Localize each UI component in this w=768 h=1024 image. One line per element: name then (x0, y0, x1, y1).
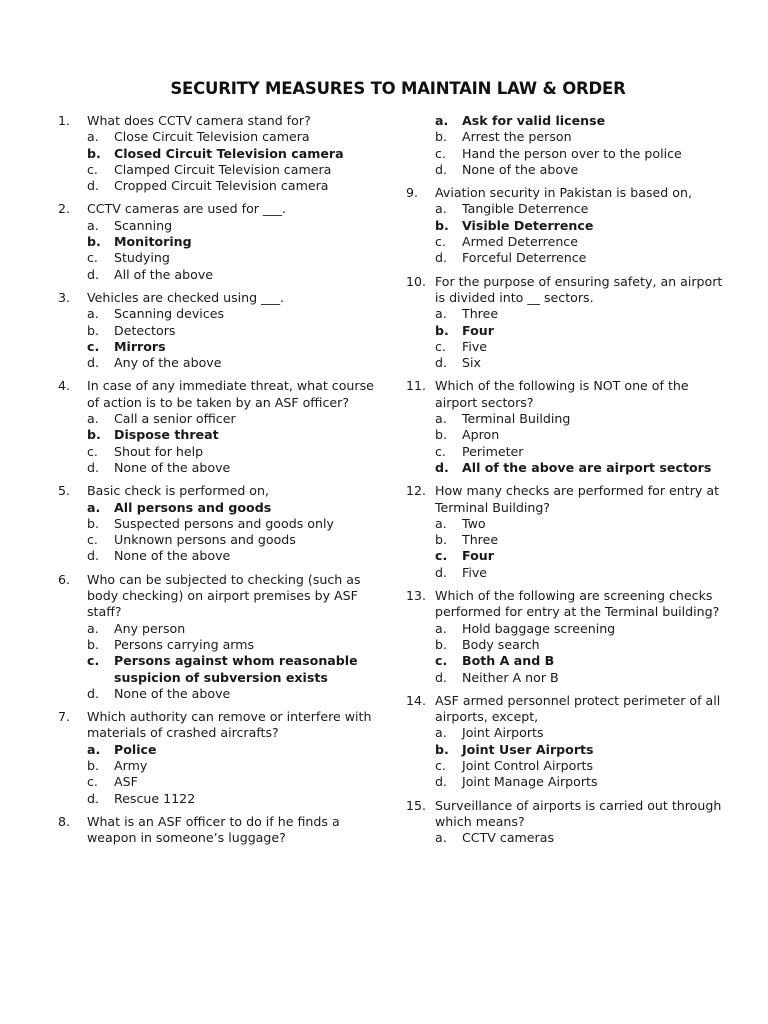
answer-option (87, 791, 378, 807)
option-text: Joint Control Airports (462, 757, 594, 773)
option-text: Six (462, 355, 481, 371)
question-block (58, 709, 378, 807)
question-text: Which of the following are screening checks performed for entry at the Terminal building? (435, 588, 720, 620)
option-letter: a. (87, 217, 99, 233)
question-number: 9. (406, 185, 419, 201)
answer-option-correct (87, 653, 378, 686)
answer-option (87, 516, 378, 532)
option-letter: b. (435, 217, 449, 233)
question-block (58, 290, 378, 371)
answer-option-correct (435, 653, 724, 669)
question-number: 6. (58, 571, 71, 587)
question-number: 11. (406, 378, 427, 394)
option-letter: b. (435, 129, 447, 145)
option-text: None of the above (462, 161, 579, 177)
question-text: What does CCTV camera stand for? (87, 113, 311, 128)
option-letter: b. (87, 427, 101, 443)
option-letter: a. (87, 129, 99, 145)
option-text: Forceful Deterrence (462, 250, 587, 266)
option-letter: d. (435, 669, 447, 685)
answer-option (435, 162, 724, 178)
question-row (406, 798, 724, 831)
answer-option (435, 516, 724, 532)
question-text: ASF armed personnel protect perimeter of all airports, except, (435, 692, 721, 725)
question-number: 4. (58, 378, 71, 394)
option-letter: c. (435, 757, 446, 773)
option-text: Ask for valid license (462, 113, 606, 128)
answer-option (87, 637, 378, 653)
answer-option-correct (87, 146, 378, 162)
option-letter: c. (87, 532, 98, 548)
question-text: Basic check is performed on, (87, 483, 270, 499)
question-block (58, 572, 378, 702)
option-text: Unknown persons and goods (114, 532, 296, 548)
question-block (58, 814, 378, 847)
answer-option (435, 532, 724, 548)
answer-option (435, 339, 724, 355)
question-text: Who can be subjected to checking (such as body checking) on airport premises by ASF staff? (87, 571, 361, 620)
answer-option-correct (435, 742, 724, 758)
option-text: Five (462, 338, 488, 354)
answer-option (87, 306, 378, 322)
option-text: Joint User Airports (462, 741, 594, 757)
option-text: Apron (462, 427, 500, 443)
question-row (406, 588, 724, 621)
option-letter: b. (435, 322, 449, 338)
option-letter: a. (87, 620, 99, 636)
question-number: 2. (58, 201, 71, 217)
option-text: Both A and B (462, 653, 555, 669)
option-text: Closed Circuit Television camera (114, 145, 344, 161)
answer-option (435, 565, 724, 581)
answer-option-correct (435, 113, 724, 129)
option-letter: a. (87, 499, 101, 515)
option-letter: d. (87, 355, 99, 371)
option-letter: b. (435, 532, 447, 548)
question-block (406, 378, 724, 476)
option-letter: c. (87, 161, 98, 177)
option-text: Any of the above (114, 355, 222, 371)
option-text: None of the above (114, 548, 231, 564)
answer-option (435, 637, 724, 653)
option-text: ASF (114, 774, 138, 790)
option-letter: a. (87, 306, 99, 322)
answer-option (87, 774, 378, 790)
answer-option (87, 532, 378, 548)
option-text: Five (462, 564, 488, 580)
option-letter: c. (435, 145, 446, 161)
question-row (58, 201, 378, 217)
option-text: Tangible Deterrence (462, 201, 589, 217)
answer-option (87, 758, 378, 774)
option-letter: b. (87, 636, 99, 652)
answer-option (435, 427, 724, 443)
option-letter: d. (435, 564, 447, 580)
question-text: Surveillance of airports is carried out through which means? (435, 797, 722, 829)
question-number: 12. (406, 483, 427, 499)
question-row (58, 814, 378, 847)
option-letter: c. (435, 548, 448, 564)
option-text: Hand the person over to the police (462, 145, 682, 161)
option-letter: d. (87, 790, 99, 806)
question-block (58, 113, 378, 194)
option-letter: a. (87, 411, 99, 427)
option-text: Rescue 1122 (114, 790, 196, 806)
question-block (406, 483, 724, 581)
option-text: Dispose threat (114, 427, 219, 443)
option-letter: a. (435, 306, 447, 322)
answer-option-correct (435, 460, 724, 476)
question-text: How many checks are performed for entry at Terminal Building? (435, 483, 720, 515)
option-text: Joint Airports (462, 725, 544, 741)
question-block (406, 798, 724, 847)
question-row (58, 378, 378, 411)
answer-option (435, 250, 724, 266)
option-letter: b. (87, 757, 99, 773)
question-block (406, 588, 724, 686)
option-letter: d. (435, 774, 447, 790)
question-block (58, 201, 378, 282)
option-letter: a. (435, 515, 447, 531)
question-number: 10. (406, 273, 427, 289)
option-letter: a. (435, 620, 447, 636)
answer-option (435, 411, 724, 427)
answer-option-correct (435, 323, 724, 339)
question-row (58, 572, 378, 621)
answer-option (87, 444, 378, 460)
question-block (406, 113, 724, 178)
right-column (406, 113, 724, 853)
answer-option (435, 758, 724, 774)
option-text: Army (114, 757, 148, 773)
option-letter: b. (87, 145, 101, 161)
option-text: Mirrors (114, 338, 166, 354)
option-text: Hold baggage screening (462, 620, 616, 636)
question-block (406, 185, 724, 266)
answer-option (435, 129, 724, 145)
option-letter: c. (87, 443, 98, 459)
answer-option-correct (435, 218, 724, 234)
answer-option-correct (87, 339, 378, 355)
option-letter: c. (87, 774, 98, 790)
question-number: 1. (58, 113, 71, 128)
option-letter: b. (435, 427, 447, 443)
option-text: Close Circuit Television camera (114, 129, 310, 145)
question-text: What is an ASF officer to do if he finds a weapon in someone’s luggage? (87, 813, 340, 846)
option-text: Monitoring (114, 234, 192, 250)
option-text: Four (462, 548, 494, 564)
option-letter: c. (435, 338, 446, 354)
option-text: Three (462, 532, 499, 548)
option-text: Detectors (114, 322, 176, 338)
answer-option (435, 444, 724, 460)
option-letter: d. (87, 266, 99, 282)
option-text: None of the above (114, 685, 231, 701)
answer-option (87, 267, 378, 283)
option-letter: d. (87, 548, 99, 564)
question-row (58, 113, 378, 129)
option-text: Perimeter (462, 443, 524, 459)
answer-option (87, 460, 378, 476)
option-text: Scanning (114, 217, 173, 233)
option-letter: b. (87, 322, 99, 338)
option-letter: d. (87, 459, 99, 475)
option-text: Four (462, 322, 494, 338)
option-text: Shout for help (114, 443, 204, 459)
option-letter: c. (87, 250, 98, 266)
question-text: Which of the following is NOT one of the airport sectors? (435, 378, 689, 410)
answer-option (435, 355, 724, 371)
option-letter: b. (435, 636, 447, 652)
answer-option (87, 162, 378, 178)
option-letter: a. (435, 725, 447, 741)
question-text: Which authority can remove or interfere with materials of crashed aircrafts? (87, 709, 372, 741)
option-text: All of the above (114, 266, 214, 282)
option-text: None of the above (114, 459, 231, 475)
answer-option (435, 621, 724, 637)
option-text: Police (114, 741, 157, 757)
option-letter: b. (87, 234, 101, 250)
answer-option-correct (435, 548, 724, 564)
option-letter: d. (87, 685, 99, 701)
answer-option-correct (87, 742, 378, 758)
question-text: Aviation security in Pakistan is based on, (435, 185, 692, 201)
option-text: Neither A nor B (462, 669, 559, 685)
option-letter: c. (87, 653, 100, 669)
option-text: CCTV cameras (462, 830, 555, 846)
page-title: SECURITY MEASURES TO MAINTAIN LAW & ORDER (170, 79, 626, 98)
question-block (406, 693, 724, 791)
answer-option (87, 218, 378, 234)
answer-option (87, 178, 378, 194)
answer-option (87, 129, 378, 145)
option-text: Body search (462, 636, 540, 652)
question-row (406, 693, 724, 726)
question-number: 8. (58, 813, 71, 829)
option-letter: c. (435, 234, 446, 250)
option-text: Visible Deterrence (462, 217, 594, 233)
option-letter: d. (87, 178, 99, 194)
answer-option (435, 725, 724, 741)
question-row (406, 378, 724, 411)
answer-option (435, 830, 724, 846)
answer-option (435, 670, 724, 686)
answer-option (87, 686, 378, 702)
question-row (58, 709, 378, 742)
option-text: Terminal Building (462, 411, 571, 427)
option-text: Persons carrying arms (114, 636, 255, 652)
question-text: In case of any immediate threat, what course of action is to be taken by an ASF officer? (87, 378, 374, 410)
option-letter: d. (435, 161, 447, 177)
question-block (406, 274, 724, 372)
option-text: Call a senior officer (114, 411, 236, 427)
question-number: 5. (58, 483, 71, 499)
question-number: 3. (58, 289, 71, 305)
option-text: Two (462, 515, 486, 531)
option-letter: a. (435, 201, 447, 217)
question-number: 13. (406, 588, 427, 604)
question-block (58, 483, 378, 564)
answer-option (87, 548, 378, 564)
question-row (58, 483, 378, 499)
question-row (406, 274, 724, 307)
option-text: Clamped Circuit Television camera (114, 161, 332, 177)
option-text: All of the above are airport sectors (462, 459, 712, 475)
answer-option-correct (87, 427, 378, 443)
question-number: 14. (406, 692, 427, 708)
question-row (58, 290, 378, 306)
answer-option (435, 234, 724, 250)
option-text: Cropped Circuit Television camera (114, 178, 329, 194)
question-text: Vehicles are checked using ___. (87, 289, 285, 305)
option-letter: a. (435, 411, 447, 427)
option-letter: c. (435, 443, 446, 459)
option-letter: b. (435, 741, 449, 757)
option-letter: d. (435, 250, 447, 266)
question-row (406, 185, 724, 201)
question-number: 7. (58, 709, 71, 725)
answer-option (435, 146, 724, 162)
option-letter: a. (87, 741, 101, 757)
option-letter: a. (435, 113, 449, 128)
answer-option (87, 411, 378, 427)
answer-option (87, 621, 378, 637)
option-text: Scanning devices (114, 306, 225, 322)
question-block (58, 378, 378, 476)
option-letter: b. (87, 515, 99, 531)
option-letter: c. (87, 338, 100, 354)
question-text: For the purpose of ensuring safety, an airport is divided into __ sectors. (435, 273, 723, 305)
option-text: All persons and goods (114, 499, 272, 515)
answer-option (87, 323, 378, 339)
option-letter: d. (435, 355, 447, 371)
option-text: Arrest the person (462, 129, 572, 145)
option-text: Three (462, 306, 499, 322)
answer-option (435, 201, 724, 217)
answer-option (435, 774, 724, 790)
option-text: Any person (114, 620, 186, 636)
left-column (58, 113, 378, 853)
question-text: CCTV cameras are used for ___. (87, 201, 286, 217)
option-letter: a. (435, 830, 447, 846)
answer-option-correct (87, 234, 378, 250)
option-letter: d. (435, 459, 449, 475)
answer-option (87, 355, 378, 371)
option-letter: c. (435, 653, 448, 669)
answer-option (87, 250, 378, 266)
option-text: Persons against whom reasonable suspicion of subversion exists (114, 653, 358, 685)
option-text: Studying (114, 250, 170, 266)
option-text: Armed Deterrence (462, 234, 578, 250)
question-row (406, 483, 724, 516)
option-text: Joint Manage Airports (462, 774, 598, 790)
question-number: 15. (406, 797, 427, 813)
answer-option-correct (87, 500, 378, 516)
answer-option (435, 306, 724, 322)
option-text: Suspected persons and goods only (114, 515, 334, 531)
